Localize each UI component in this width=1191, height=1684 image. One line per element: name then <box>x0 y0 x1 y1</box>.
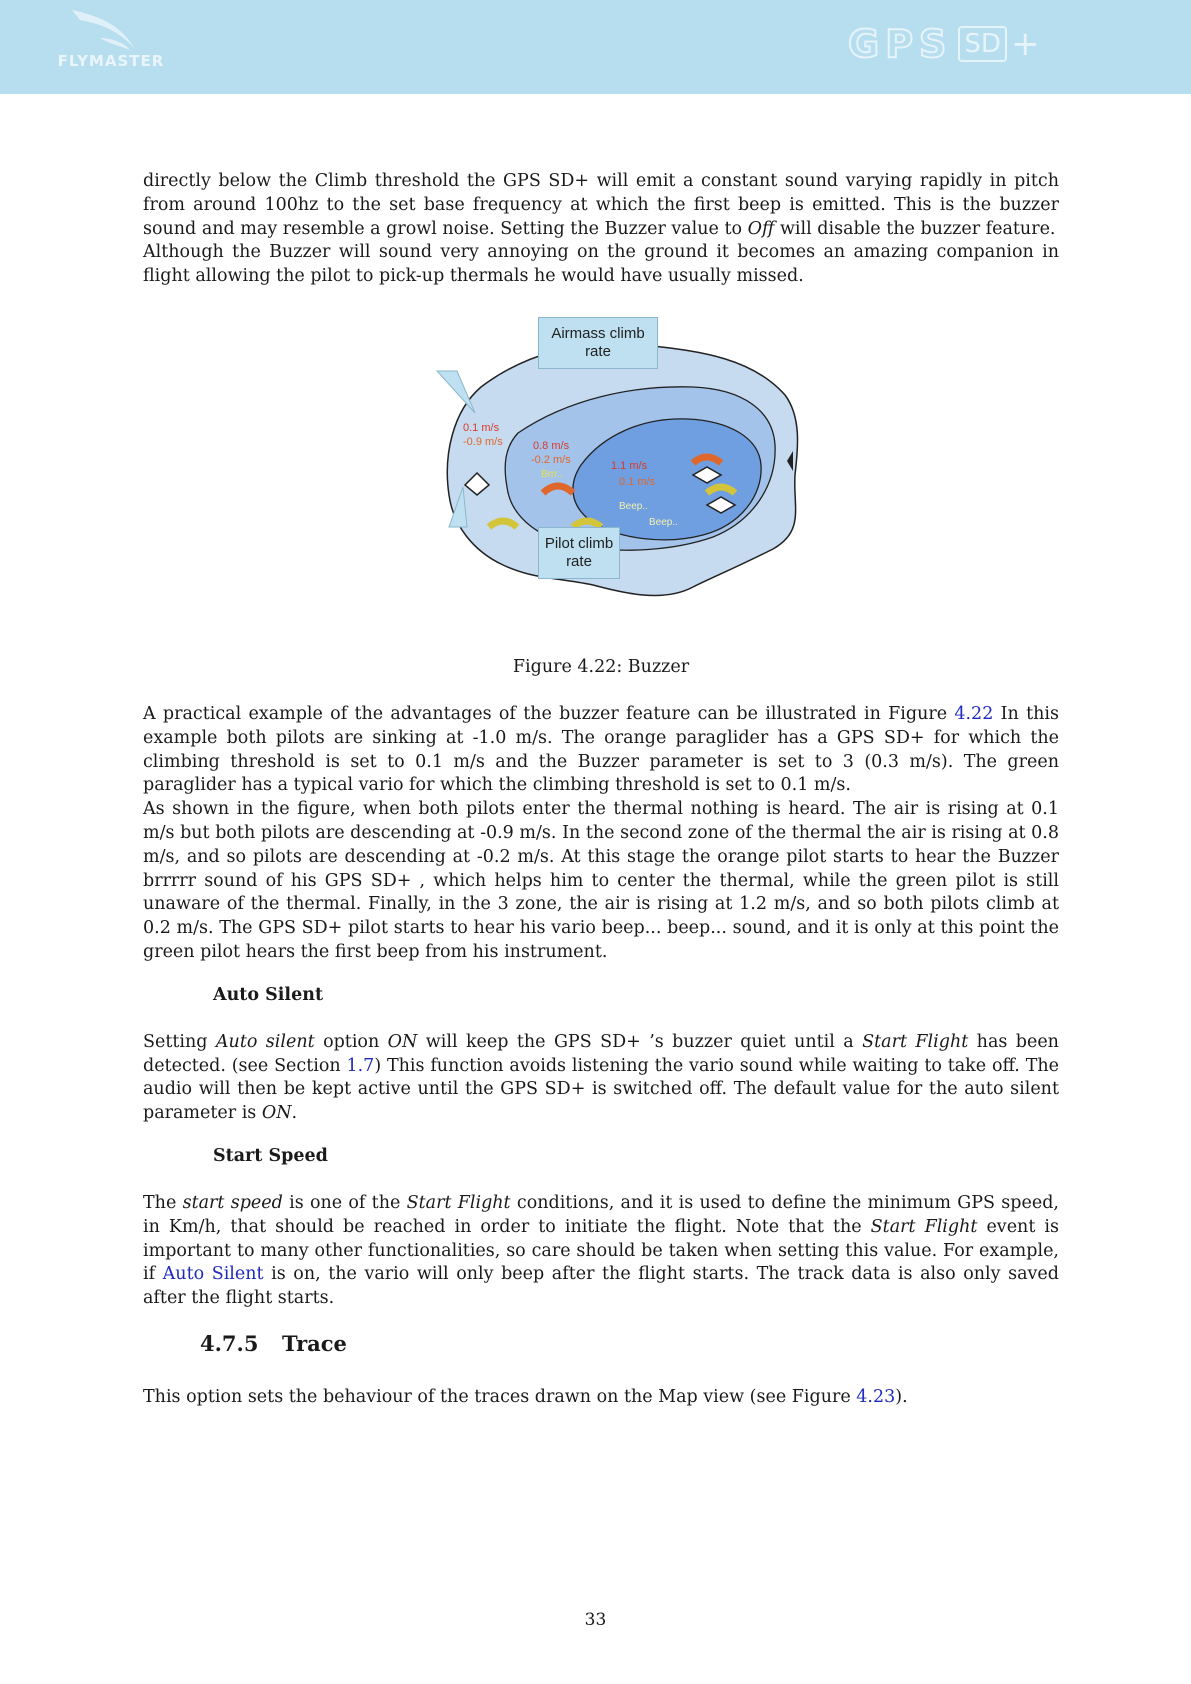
paragraph-start-speed: The start speed is one of the Start Flight conditions, and it is used to define the minimum GPS speed, in Km/h, that should be reached in order to initiate the flight. Note that the Start Flight event is important to many other functionalities, so care should be taken when setting this value. For example, if Auto Silent is on, the vario will only beep after the flight starts. The track data is also only saved after the flight starts. <box>143 1192 1059 1309</box>
page-number: 33 <box>584 1610 607 1630</box>
zone3-air-rate: 1.1 m/s <box>611 459 648 472</box>
airmass-callout-pointer <box>437 371 475 413</box>
zone3-sound-1: Beep.. <box>619 500 648 512</box>
product-main-text: GPS <box>848 22 953 66</box>
zone2-air-rate: 0.8 m/s <box>533 439 570 452</box>
paragraph-auto-silent: Setting Auto silent option ON will keep the GPS SD+ ’s buzzer quiet until a Start Flight has been detected. (see Section 1.7) This function avoids listening the vario sound while waiting to take off. The audio will then be kept active until the GPS SD+ is switched off. The default value for the auto silent parameter is ON. <box>143 1031 1059 1124</box>
paragraph-buzzer-intro: directly below the Climb threshold the GPS SD+ will emit a constant sound varying rapidly in pitch from around 100hz to the set base frequency at which the first beep is emitted. This is the buzzer sound and may resemble a growl noise. Setting the Buzzer value to Off will disable the buzzer feature. Although the Buzzer will sound very annoying on the ground it becomes an amazing companion in flight allowing the pilot to pick-up thermals he would have usually missed. <box>143 171 1059 287</box>
airmass-callout: Airmass climb rate <box>538 317 658 369</box>
paragraph-trace: This option sets the behaviour of the traces drawn on the Map view (see Figure 4.23). <box>143 1386 908 1407</box>
start-speed-heading: Start Speed <box>213 1145 328 1166</box>
flymaster-logo <box>52 8 182 70</box>
zone1-air-rate: 0.1 m/s <box>463 421 500 434</box>
zone3-pilot-rate: 0.1 m/s <box>619 475 656 488</box>
section-title: Trace <box>282 1330 347 1356</box>
figure-ref-link-trace[interactable]: 4.23 <box>856 1386 896 1407</box>
brand-name: FLYMASTER <box>57 52 165 70</box>
product-sd-text: SD <box>958 26 1007 62</box>
page-content <box>143 170 1059 1410</box>
auto-silent-heading: Auto Silent <box>213 984 324 1005</box>
buzzer-figure <box>143 315 1059 645</box>
pilot-callout: Pilot climb rate <box>538 527 620 579</box>
page-header <box>0 0 1191 94</box>
figure-ref-link[interactable]: 4.22 <box>954 703 994 724</box>
zone1-pilot-rate: -0.9 m/s <box>463 435 503 448</box>
figure-caption: Figure 4.22: Buzzer <box>512 656 690 677</box>
section-number: 4.7.5 <box>200 1330 259 1356</box>
product-logo <box>848 24 1039 64</box>
section-ref-link[interactable]: 1.7 <box>346 1055 375 1076</box>
section-heading-trace <box>200 1331 1059 1356</box>
zone2-pilot-rate: -0.2 m/s <box>531 453 571 466</box>
wing-logo-icon <box>70 8 150 52</box>
zone3-sound-2: Beep.. <box>649 516 678 528</box>
auto-silent-ref-link[interactable]: Auto Silent <box>162 1264 264 1285</box>
product-plus-text: + <box>1010 24 1040 64</box>
zone2-sound: Brrr.. <box>541 468 563 480</box>
paragraph-practical-example: A practical example of the advantages of the buzzer feature can be illustrated in Figure 4.22 In this example both pilots are sinking at -1.0 m/s. The orange paraglider has a GPS SD+ for which the climbing threshold is set to 0.1 m/s and the Buzzer parameter is set to 3 (0.3 m/s). The green paraglider has a typical vario for which the climbing threshold is set to 0.1 m/s. As shown in the figure, when both pilots enter the thermal nothing is heard. The air is rising at 0.1 m/s but both pilots are descending at -0.9 m/s. In the second zone of the thermal the air is rising at 0.8 m/s, and so pilots are descending at -0.2 m/s. At this stage the orange pilot starts to hear the Buzzer brrrrr sound of his GPS SD+ , which helps him to center the thermal, while the green pilot is still unaware of the thermal. Finally, in the 3 zone, the air is rising at 1.2 m/s, and so both pilots climb at 0.2 m/s. The GPS SD+ pilot starts to hear his vario beep... beep... sound, and it is only at this point the green pilot hears the first beep from his instrument. <box>143 703 1059 962</box>
